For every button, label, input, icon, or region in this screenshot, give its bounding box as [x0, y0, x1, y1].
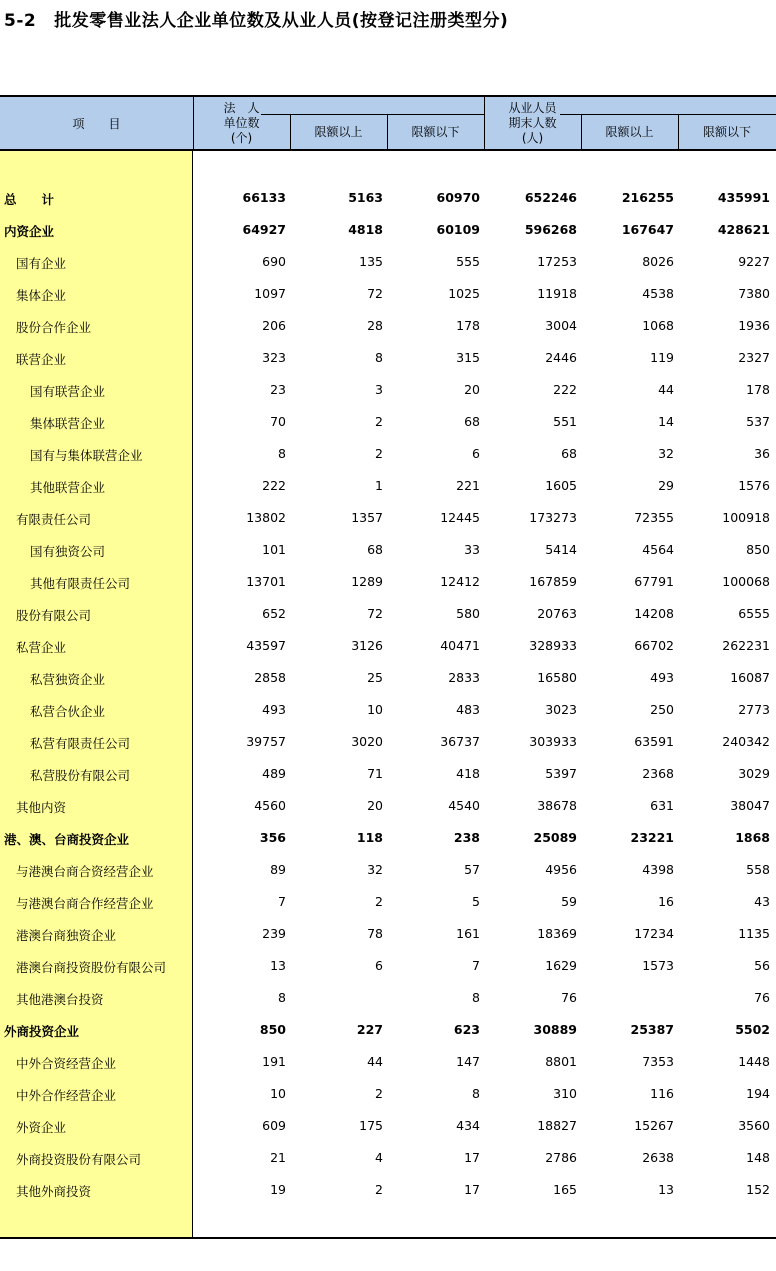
cell-value: 68 — [367, 542, 383, 557]
cell-value: 221 — [456, 478, 480, 493]
header-divider — [560, 114, 776, 115]
cell-value: 71 — [367, 766, 383, 781]
cell-value: 240342 — [722, 734, 770, 749]
cell-value: 3 — [375, 382, 383, 397]
table-row — [0, 574, 776, 594]
cell-value: 14 — [658, 414, 674, 429]
cell-value: 67791 — [634, 574, 674, 589]
row-label: 内资企业 — [4, 224, 55, 239]
row-label: 中外合资经营企业 — [16, 1056, 117, 1071]
cell-value: 3560 — [738, 1118, 770, 1133]
cell-value: 78 — [367, 926, 383, 941]
cell-value: 238 — [453, 830, 480, 845]
table-row — [0, 1182, 776, 1202]
cell-value: 690 — [262, 254, 286, 269]
cell-value: 56 — [754, 958, 770, 973]
header-emp-below: 限额以下 — [702, 125, 751, 139]
row-label: 有限责任公司 — [16, 512, 92, 527]
cell-value: 66702 — [634, 638, 674, 653]
cell-value: 72 — [367, 286, 383, 301]
table-header — [0, 95, 776, 151]
cell-value: 6 — [375, 958, 383, 973]
cell-value: 29 — [658, 478, 674, 493]
cell-value: 44 — [658, 382, 674, 397]
header-units-above: 限额以上 — [314, 125, 363, 139]
table-row — [0, 382, 776, 402]
cell-value: 101 — [262, 542, 286, 557]
cell-value: 652246 — [524, 190, 577, 205]
table-row — [0, 222, 776, 242]
row-label: 私营合伙企业 — [30, 704, 106, 719]
cell-value: 60970 — [436, 190, 480, 205]
cell-value: 36 — [754, 446, 770, 461]
cell-value: 89 — [270, 862, 286, 877]
row-label: 外资企业 — [16, 1120, 67, 1135]
cell-value: 652 — [262, 606, 286, 621]
cell-value: 70 — [270, 414, 286, 429]
cell-value: 4560 — [254, 798, 286, 813]
header-units-below: 限额以下 — [411, 125, 460, 139]
header-emp-group: 从业人员 — [508, 101, 557, 115]
cell-value: 1135 — [738, 926, 770, 941]
cell-value: 555 — [456, 254, 480, 269]
cell-value: 13 — [270, 958, 286, 973]
cell-value: 4 — [375, 1150, 383, 1165]
cell-value: 8 — [278, 990, 286, 1005]
cell-value: 44 — [367, 1054, 383, 1069]
header-divider — [290, 115, 291, 151]
row-label: 总 计 — [4, 192, 55, 207]
table-row — [0, 734, 776, 754]
cell-value: 2327 — [738, 350, 770, 365]
table-row — [0, 542, 776, 562]
cell-value: 4398 — [642, 862, 674, 877]
table-row — [0, 670, 776, 690]
row-label: 其他外商投资 — [16, 1184, 92, 1199]
row-label: 集体企业 — [16, 288, 67, 303]
cell-value: 3004 — [545, 318, 577, 333]
cell-value: 33 — [464, 542, 480, 557]
cell-value: 165 — [553, 1182, 577, 1197]
cell-value: 19 — [270, 1182, 286, 1197]
cell-value: 3023 — [545, 702, 577, 717]
cell-value: 262231 — [722, 638, 770, 653]
cell-value: 12445 — [440, 510, 480, 525]
cell-value: 59 — [561, 894, 577, 909]
row-label: 私营独资企业 — [30, 672, 106, 687]
table-row — [0, 510, 776, 530]
cell-value: 43597 — [246, 638, 286, 653]
cell-value: 4540 — [448, 798, 480, 813]
cell-value: 850 — [746, 542, 770, 557]
table-row — [0, 798, 776, 818]
row-label: 股份合作企业 — [16, 320, 92, 335]
cell-value: 118 — [356, 830, 383, 845]
header-emp-above: 限额以上 — [605, 125, 654, 139]
cell-value: 20 — [367, 798, 383, 813]
row-label: 联营企业 — [16, 352, 67, 367]
cell-value: 40471 — [440, 638, 480, 653]
cell-value: 2 — [375, 894, 383, 909]
page-title — [4, 6, 508, 31]
cell-value: 1605 — [545, 478, 577, 493]
table-row — [0, 286, 776, 306]
cell-value: 13 — [658, 1182, 674, 1197]
header-divider — [193, 97, 194, 151]
row-label: 集体联营企业 — [30, 416, 106, 431]
row-label: 与港澳台商合资经营企业 — [16, 864, 154, 879]
cell-value: 135 — [359, 254, 383, 269]
row-label: 私营有限责任公司 — [30, 736, 131, 751]
cell-value: 323 — [262, 350, 286, 365]
cell-value: 1576 — [738, 478, 770, 493]
cell-value: 72355 — [634, 510, 674, 525]
cell-value: 5502 — [735, 1022, 770, 1037]
cell-value: 178 — [746, 382, 770, 397]
table-row — [0, 894, 776, 914]
cell-value: 178 — [456, 318, 480, 333]
cell-value: 6 — [472, 446, 480, 461]
cell-value: 17234 — [634, 926, 674, 941]
cell-value: 5 — [472, 894, 480, 909]
cell-value: 315 — [456, 350, 480, 365]
cell-value: 623 — [453, 1022, 480, 1037]
row-label: 股份有限公司 — [16, 608, 92, 623]
cell-value: 28 — [367, 318, 383, 333]
cell-value: 222 — [262, 478, 286, 493]
cell-value: 10 — [270, 1086, 286, 1101]
table-row — [0, 862, 776, 882]
cell-value: 116 — [650, 1086, 674, 1101]
cell-value: 551 — [553, 414, 577, 429]
cell-value: 21 — [270, 1150, 286, 1165]
cell-value: 39757 — [246, 734, 286, 749]
row-label: 港澳台商投资股份有限公司 — [16, 960, 167, 975]
cell-value: 38047 — [730, 798, 770, 813]
table-row — [0, 1054, 776, 1074]
cell-value: 2 — [375, 414, 383, 429]
table-row — [0, 318, 776, 338]
row-label: 国有联营企业 — [30, 384, 106, 399]
cell-value: 435991 — [717, 190, 770, 205]
cell-value: 13701 — [246, 574, 286, 589]
cell-value: 1629 — [545, 958, 577, 973]
cell-value: 428621 — [717, 222, 770, 237]
cell-value: 25089 — [533, 830, 577, 845]
cell-value: 222 — [553, 382, 577, 397]
header-divider — [484, 97, 485, 151]
row-label: 国有企业 — [16, 256, 67, 271]
cell-value: 850 — [259, 1022, 286, 1037]
cell-value: 119 — [650, 350, 674, 365]
cell-value: 2833 — [448, 670, 480, 685]
cell-value: 6555 — [738, 606, 770, 621]
cell-value: 18827 — [537, 1118, 577, 1133]
cell-value: 147 — [456, 1054, 480, 1069]
cell-value: 2 — [375, 1086, 383, 1101]
row-label: 与港澳台商合作经营企业 — [16, 896, 154, 911]
table-row — [0, 606, 776, 626]
table-row — [0, 478, 776, 498]
cell-value: 596268 — [524, 222, 577, 237]
cell-value: 38678 — [537, 798, 577, 813]
cell-value: 64927 — [242, 222, 286, 237]
cell-value: 10 — [367, 702, 383, 717]
cell-value: 9227 — [738, 254, 770, 269]
header-emp-sub: 期末人数 — [508, 116, 557, 130]
cell-value: 356 — [259, 830, 286, 845]
cell-value: 4956 — [545, 862, 577, 877]
cell-value: 66133 — [242, 190, 286, 205]
cell-value: 36737 — [440, 734, 480, 749]
cell-value: 167647 — [621, 222, 674, 237]
cell-value: 32 — [658, 446, 674, 461]
cell-value: 8801 — [545, 1054, 577, 1069]
cell-value: 8 — [278, 446, 286, 461]
cell-value: 63591 — [634, 734, 674, 749]
cell-value: 250 — [650, 702, 674, 717]
cell-value: 11918 — [537, 286, 577, 301]
header-units-sub: 单位数 — [223, 116, 260, 130]
cell-value: 18369 — [537, 926, 577, 941]
cell-value: 3020 — [351, 734, 383, 749]
cell-value: 4818 — [348, 222, 383, 237]
cell-value: 68 — [464, 414, 480, 429]
row-label: 外商投资企业 — [4, 1024, 80, 1039]
cell-value: 239 — [262, 926, 286, 941]
cell-value: 8 — [375, 350, 383, 365]
cell-value: 2638 — [642, 1150, 674, 1165]
cell-value: 434 — [456, 1118, 480, 1133]
cell-value: 2773 — [738, 702, 770, 717]
cell-value: 5414 — [545, 542, 577, 557]
cell-value: 16 — [658, 894, 674, 909]
cell-value: 17 — [464, 1150, 480, 1165]
cell-value: 4564 — [642, 542, 674, 557]
row-label: 港、澳、台商投资企业 — [4, 832, 130, 847]
cell-value: 194 — [746, 1086, 770, 1101]
cell-value: 152 — [746, 1182, 770, 1197]
table-row — [0, 446, 776, 466]
table-row — [0, 190, 776, 210]
cell-value: 2446 — [545, 350, 577, 365]
cell-value: 23 — [270, 382, 286, 397]
table-row — [0, 830, 776, 850]
cell-value: 167859 — [529, 574, 577, 589]
cell-value: 68 — [561, 446, 577, 461]
cell-value: 558 — [746, 862, 770, 877]
row-label: 国有与集体联营企业 — [30, 448, 143, 463]
header-divider — [581, 115, 582, 151]
table-title: 批发零售业法人企业单位数及从业人员(按登记注册类型分) — [54, 11, 509, 31]
header-divider — [387, 115, 388, 151]
cell-value: 1448 — [738, 1054, 770, 1069]
cell-value: 8026 — [642, 254, 674, 269]
table-row — [0, 702, 776, 722]
row-label: 私营股份有限公司 — [30, 768, 131, 783]
cell-value: 7353 — [642, 1054, 674, 1069]
cell-value: 2786 — [545, 1150, 577, 1165]
row-label: 私营企业 — [16, 640, 67, 655]
cell-value: 25 — [367, 670, 383, 685]
cell-value: 2 — [375, 446, 383, 461]
cell-value: 1289 — [351, 574, 383, 589]
header-divider — [678, 115, 679, 151]
table-row — [0, 926, 776, 946]
header-divider — [261, 114, 484, 115]
cell-value: 16087 — [730, 670, 770, 685]
table-row — [0, 638, 776, 658]
row-label: 其他内资 — [16, 800, 67, 815]
cell-value: 2 — [375, 1182, 383, 1197]
cell-value: 7 — [278, 894, 286, 909]
cell-value: 17253 — [537, 254, 577, 269]
row-label: 外商投资股份有限公司 — [16, 1152, 142, 1167]
cell-value: 3029 — [738, 766, 770, 781]
header-emp-unit: (人) — [521, 131, 544, 145]
cell-value: 1025 — [448, 286, 480, 301]
cell-value: 1573 — [642, 958, 674, 973]
cell-value: 5397 — [545, 766, 577, 781]
cell-value: 43 — [754, 894, 770, 909]
cell-value: 7 — [472, 958, 480, 973]
cell-value: 23221 — [630, 830, 674, 845]
row-label-column — [0, 151, 193, 1237]
row-label: 国有独资公司 — [30, 544, 106, 559]
cell-value: 2368 — [642, 766, 674, 781]
cell-value: 148 — [746, 1150, 770, 1165]
cell-value: 32 — [367, 862, 383, 877]
cell-value: 76 — [754, 990, 770, 1005]
cell-value: 100918 — [722, 510, 770, 525]
row-label: 港澳台商独资企业 — [16, 928, 117, 943]
header-item: 项 目 — [72, 117, 121, 131]
header-units-group: 法 人 — [223, 101, 260, 115]
cell-value: 20763 — [537, 606, 577, 621]
table-row — [0, 254, 776, 274]
table-row — [0, 1086, 776, 1106]
cell-value: 3126 — [351, 638, 383, 653]
cell-value: 328933 — [529, 638, 577, 653]
cell-value: 191 — [262, 1054, 286, 1069]
cell-value: 1936 — [738, 318, 770, 333]
table-row — [0, 1118, 776, 1138]
cell-value: 227 — [356, 1022, 383, 1037]
cell-value: 60109 — [436, 222, 480, 237]
header-units-unit: (个) — [230, 131, 253, 145]
cell-value: 493 — [262, 702, 286, 717]
table-row — [0, 990, 776, 1010]
cell-value: 161 — [456, 926, 480, 941]
cell-value: 418 — [456, 766, 480, 781]
cell-value: 1097 — [254, 286, 286, 301]
cell-value: 2858 — [254, 670, 286, 685]
cell-value: 13802 — [246, 510, 286, 525]
cell-value: 216255 — [621, 190, 674, 205]
cell-value: 609 — [262, 1118, 286, 1133]
cell-value: 493 — [650, 670, 674, 685]
row-label: 其他联营企业 — [30, 480, 106, 495]
cell-value: 4538 — [642, 286, 674, 301]
cell-value: 483 — [456, 702, 480, 717]
row-label: 其他港澳台投资 — [16, 992, 104, 1007]
cell-value: 7380 — [738, 286, 770, 301]
cell-value: 1868 — [735, 830, 770, 845]
cell-value: 173273 — [529, 510, 577, 525]
cell-value: 303933 — [529, 734, 577, 749]
cell-value: 580 — [456, 606, 480, 621]
cell-value: 206 — [262, 318, 286, 333]
table-row — [0, 766, 776, 786]
cell-value: 100068 — [722, 574, 770, 589]
cell-value: 631 — [650, 798, 674, 813]
cell-value: 537 — [746, 414, 770, 429]
cell-value: 8 — [472, 1086, 480, 1101]
row-label: 中外合作经营企业 — [16, 1088, 117, 1103]
cell-value: 14208 — [634, 606, 674, 621]
row-label: 其他有限责任公司 — [30, 576, 131, 591]
table-row — [0, 958, 776, 978]
cell-value: 310 — [553, 1086, 577, 1101]
cell-value: 5163 — [348, 190, 383, 205]
table-row — [0, 1022, 776, 1042]
cell-value: 1 — [375, 478, 383, 493]
cell-value: 16580 — [537, 670, 577, 685]
data-table — [0, 95, 776, 1239]
table-row — [0, 1150, 776, 1170]
cell-value: 1357 — [351, 510, 383, 525]
table-number: 5-2 — [4, 11, 37, 31]
table-row — [0, 414, 776, 434]
cell-value: 57 — [464, 862, 480, 877]
cell-value: 72 — [367, 606, 383, 621]
cell-value: 17 — [464, 1182, 480, 1197]
table-row — [0, 350, 776, 370]
cell-value: 489 — [262, 766, 286, 781]
table-bottom-rule — [0, 1237, 776, 1239]
cell-value: 25387 — [630, 1022, 674, 1037]
cell-value: 15267 — [634, 1118, 674, 1133]
cell-value: 1068 — [642, 318, 674, 333]
cell-value: 175 — [359, 1118, 383, 1133]
cell-value: 20 — [464, 382, 480, 397]
cell-value: 30889 — [533, 1022, 577, 1037]
cell-value: 8 — [472, 990, 480, 1005]
cell-value: 12412 — [440, 574, 480, 589]
cell-value: 76 — [561, 990, 577, 1005]
